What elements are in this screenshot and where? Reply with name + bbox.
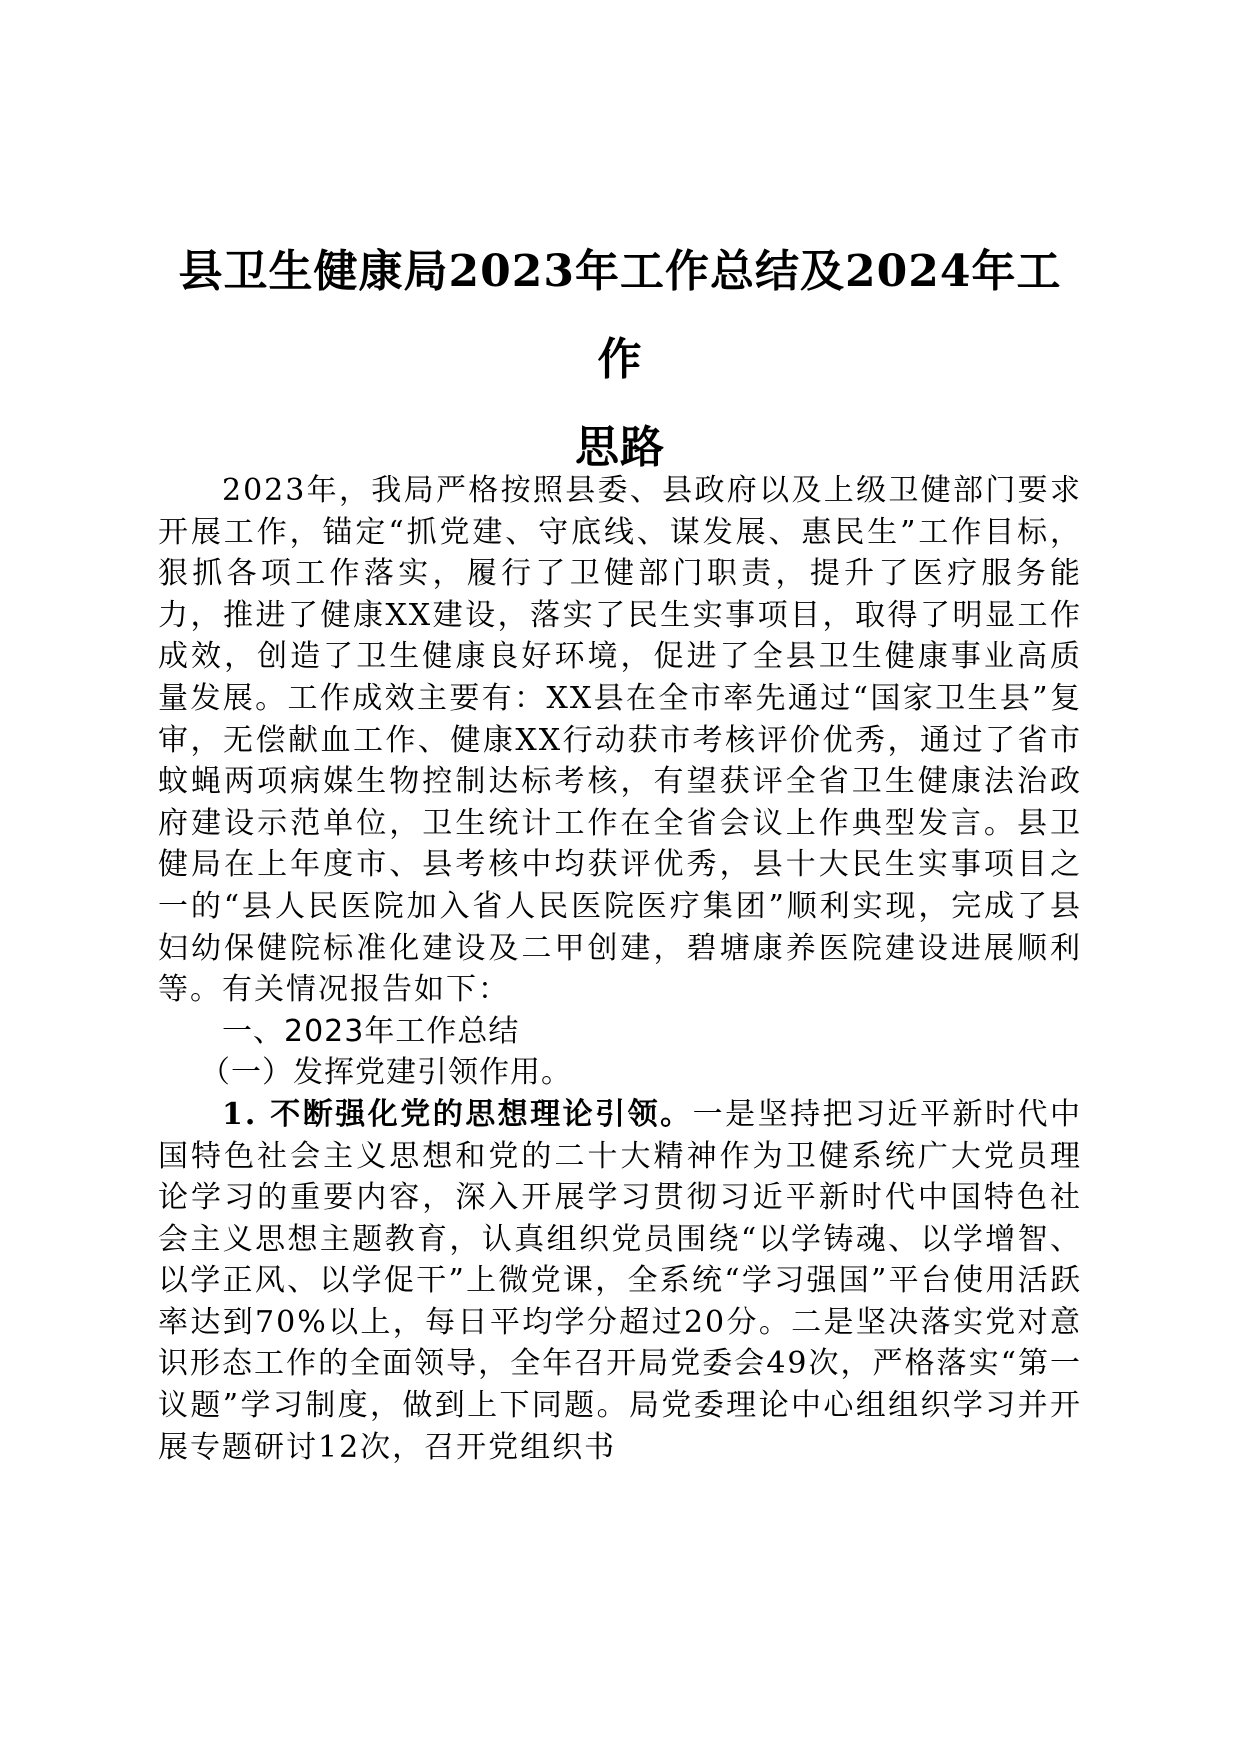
item-paragraph [158, 1094, 1082, 1468]
item-lead: 1. 不断强化党的思想理论引领。 [222, 1096, 693, 1132]
subsection-heading: （一）发挥党建引领作用。 [200, 1055, 572, 1091]
document-title [158, 228, 1082, 492]
item-body: 一是坚持把习近平新时代中国特色社会主义思想和党的二十大精神作为卫健系统广大党员理论学习的重要内容，深入开展学习贯彻习近平新时代中国特色社会主义思想主题教育，认真组织党员围绕“以学铸魂、以学增智、以学正风、以学促干”上微党课，全系统“学习强国”平台使用活跃率达到70%以上，每日平均学分超过20分。二是坚决落实党对意识形态工作的全面领导，全年召开局党委会49次，严格落实“第一议题”学习制度，做到上下同题。局党委理论中心组组织学习并开展专题研讨12次，召开党组织书 [158, 1096, 1083, 1465]
title-line-1: 县卫生健康局2023年工作总结及2024年工作 [178, 246, 1062, 385]
title-line-2: 思路 [575, 422, 665, 473]
section-heading: 一、2023年工作总结 [222, 1013, 520, 1049]
intro-paragraph: 2023年，我局严格按照县委、县政府以及上级卫健部门要求开展工作，锚定“抓党建、守底线、谋发展、惠民生”工作目标，狠抓各项工作落实，履行了卫健部门职责，提升了医疗服务能力，推进了健康XX建设，落实了民生实事项目，取得了明显工作成效，创造了卫生健康良好环境，促进了全县卫生健康事业高质量发展。工作成效主要有：XX县在全市率先通过“国家卫生县”复审，无偿献血工作、健康XX行动获市考核评价优秀，通过了省市蚊蝇两项病媒生物控制达标考核，有望获评全省卫生健康法治政府建设示范单位，卫生统计工作在全省会议上作典型发言。县卫健局在上年度市、县考核中均获评优秀，县十大民生实事项目之一的“县人民医院加入省人民医院医疗集团”顺利实现，完成了县妇幼保健院标准化建设及二甲创建，碧塘康养医院建设进展顺利等。有关情况报告如下： [158, 473, 1082, 1008]
document-body [158, 470, 1082, 1468]
